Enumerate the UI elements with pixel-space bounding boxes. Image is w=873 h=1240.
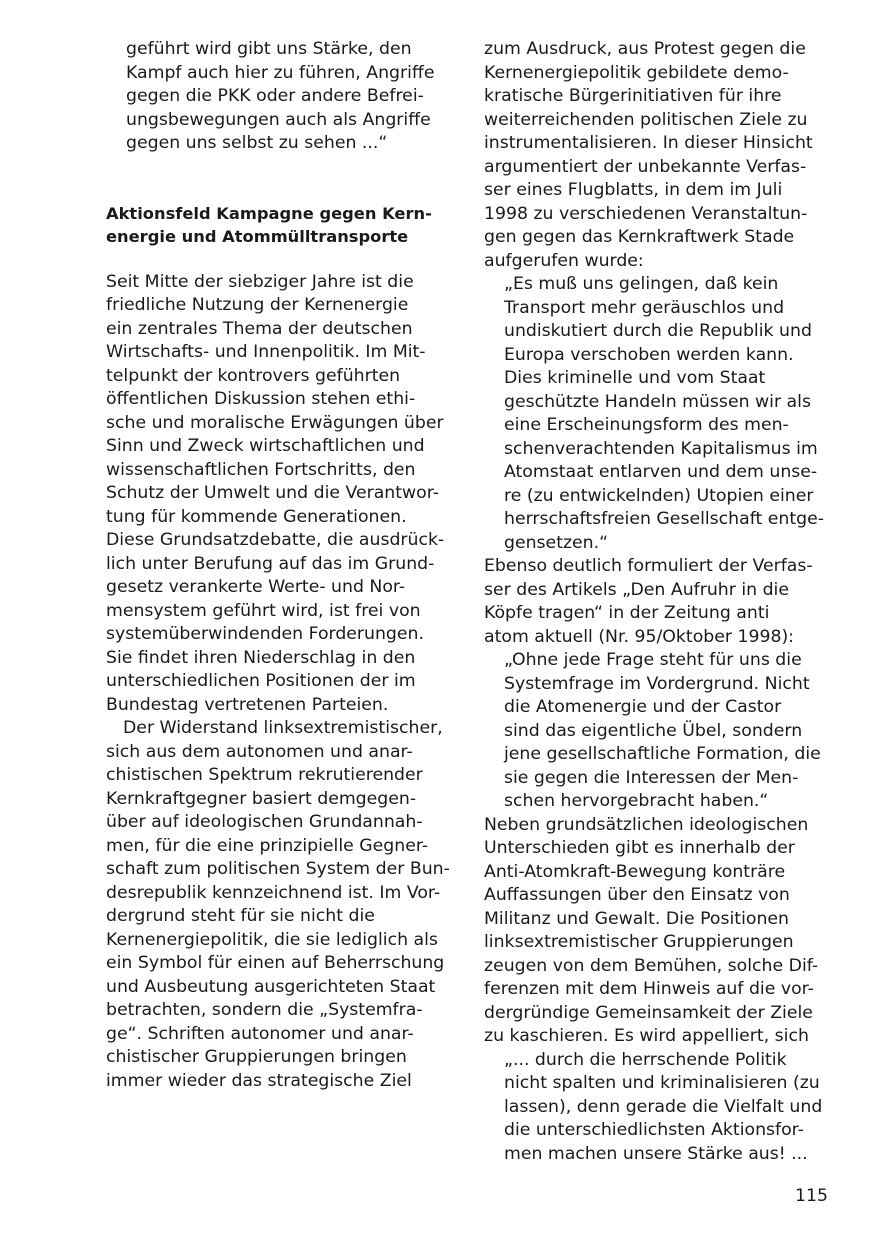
page-number: 115 <box>795 1186 828 1206</box>
paragraph-line: ein zentrales Thema der deutschen <box>106 318 413 339</box>
quote-line: sind das eigentliche Übel, sondern <box>504 720 803 741</box>
paragraph-line: Auffassungen über den Einsatz von <box>484 885 790 905</box>
quote-line: geschützte Handeln müssen wir als <box>504 391 811 412</box>
quote-flyer <box>484 273 834 555</box>
quote-line: lassen), denn gerade die Vielfalt und <box>504 1096 823 1117</box>
paragraph-line: telpunkt der kontrovers geführten <box>106 365 401 386</box>
paragraph-line: lich unter Berufung auf das im Grund- <box>106 553 435 574</box>
paragraph-line: ser eines Flugblatts, in dem im Juli <box>484 180 783 200</box>
paragraph-intro <box>106 271 458 718</box>
paragraph-line: linksextremistischer Gruppierungen <box>484 932 794 952</box>
paragraph-article <box>484 555 834 649</box>
quote-continuation <box>106 38 458 156</box>
paragraph-line: Der Widerstand linksextremistischer, <box>123 718 443 738</box>
paragraph-line: dergrund steht für sie nicht die <box>106 906 375 926</box>
paragraph-line: ge“. Schriften autonomer und anar- <box>106 1023 414 1044</box>
heading-line: energie und Atommülltransporte <box>106 227 409 246</box>
paragraph-line: Unterschieden gibt es innerhalb der <box>484 838 795 858</box>
quote-line: Systemfrage im Vordergrund. Nicht <box>504 673 810 694</box>
paragraph-line: atom aktuell (Nr. 95/Oktober 1998): <box>484 626 795 647</box>
paragraph-line: zum Ausdruck, aus Protest gegen die <box>484 39 806 59</box>
quote-line: undiskutiert durch die Republik und <box>504 321 812 341</box>
paragraph-line: kratische Bürgerinitiativen für ihre <box>484 86 782 106</box>
paragraph-line: schaft zum politischen System der Bun- <box>106 859 450 879</box>
paragraph-line: desrepublik kennzeichnend ist. Im Vor- <box>106 882 441 903</box>
paragraph-line: Bundestag vertretenen Parteien. <box>106 694 389 715</box>
paragraph-line: Sie findet ihren Niederschlag in den <box>106 647 416 668</box>
quote-line: jene gesellschaftliche Formation, die <box>504 744 821 764</box>
quote-line: Dies kriminelle und vom Staat <box>504 368 766 388</box>
paragraph-line: wissenschaftlichen Fortschritts, den <box>106 459 416 480</box>
quote-line: „Es muß uns gelingen, daß kein <box>504 274 779 294</box>
paragraph-line: mensystem geführt wird, ist frei von <box>106 600 421 621</box>
paragraph-line: tung für kommende Generationen. <box>106 506 407 527</box>
quote-line: ungsbewegungen auch als Angriffe <box>126 109 431 130</box>
paragraph-line: chistischen Spektrum rekrutierender <box>106 765 423 785</box>
paragraph-line: argumentiert der unbekannte Verfas- <box>484 156 807 177</box>
paragraph-line: men, für die eine prinzipielle Gegner- <box>106 835 429 856</box>
quote-line: die Atomenergie und der Castor <box>504 697 782 717</box>
paragraph-line: Ebenso deutlich formuliert der Verfas- <box>484 556 813 576</box>
paragraph-line: Diese Grundsatzdebatte, die ausdrück- <box>106 530 445 550</box>
paragraph-line: Kernkraftgegner basiert demgegen- <box>106 788 417 809</box>
paragraph-differences <box>484 814 834 1049</box>
paragraph-line: aufgerufen wurde: <box>484 250 644 271</box>
paragraph-line: und Ausbeutung ausgerichteten Staat <box>106 976 436 997</box>
paragraph-line: zu kaschieren. Es wird appelliert, sich <box>484 1026 809 1046</box>
paragraph-line: unterschiedlichen Positionen der im <box>106 671 416 691</box>
quote-line: Atomstaat entlarven und dem unse- <box>504 462 818 482</box>
paragraph-line: ein Symbol für einen auf Beherrschung <box>106 953 445 973</box>
quote-line: gegen die PKK oder andere Befrei- <box>126 86 424 106</box>
quote-line: schenverachtenden Kapitalismus im <box>504 438 818 459</box>
spacer <box>106 156 458 202</box>
quote-line: sie gegen die Interessen der Men- <box>504 767 799 788</box>
left-column <box>106 38 458 1093</box>
paragraph-line: sche und moralische Erwägungen über <box>106 412 444 433</box>
quote-line: geführt wird gibt uns Stärke, den <box>126 39 412 59</box>
quote-line: eine Erscheinungsform des men- <box>504 415 789 435</box>
quote-line: „... durch die herrschende Politik <box>504 1049 787 1070</box>
quote-line: nicht spalten und kriminalisieren (zu <box>504 1073 820 1093</box>
heading-line: Aktionsfeld Kampagne gegen Kern- <box>106 203 432 223</box>
right-column <box>484 38 834 1166</box>
paragraph-line: Seit Mitte der siebziger Jahre ist die <box>106 271 414 292</box>
paragraph-line: friedliche Nutzung der Kernenergie <box>106 295 409 315</box>
paragraph-line: ser des Artikels „Den Aufruhr in die <box>484 579 789 600</box>
quote-line: gegen uns selbst zu sehen ...“ <box>126 133 388 153</box>
paragraph-resistance <box>106 717 458 1093</box>
quote-line: die unterschiedlichsten Aktionsfor- <box>504 1120 804 1140</box>
section-heading <box>106 202 458 249</box>
paragraph-line: sich aus dem autonomen und anar- <box>106 741 413 762</box>
paragraph-line: Anti-Atomkraft-Bewegung konträre <box>484 861 786 882</box>
paragraph-line: Wirtschafts- und Innenpolitik. Im Mit- <box>106 342 426 362</box>
paragraph-line: 1998 zu verschiedenen Veranstaltun- <box>484 203 808 224</box>
paragraph-line: chistischer Gruppierungen bringen <box>106 1047 407 1067</box>
paragraph-line: gesetz verankerte Werte- und Nor- <box>106 577 406 597</box>
paragraph-continuation <box>484 38 834 273</box>
paragraph-line: weiterreichenden politischen Ziele zu <box>484 109 808 130</box>
quote-appeal <box>484 1049 834 1167</box>
paragraph-line: immer wieder das strategische Ziel <box>106 1070 412 1091</box>
paragraph-line: zeugen von dem Bemühen, solche Dif- <box>484 955 819 976</box>
paragraph-line: instrumentalisieren. In dieser Hinsicht <box>484 133 813 153</box>
paragraph-line: Schutz der Umwelt und die Verantwor- <box>106 483 439 503</box>
quote-line: re (zu entwickelnden) Utopien einer <box>504 485 814 506</box>
quote-line: gensetzen.“ <box>504 532 609 553</box>
quote-line: herrschaftsfreien Gesellschaft entge- <box>504 509 824 529</box>
paragraph-line: über auf ideologischen Grundannah- <box>106 812 423 832</box>
quote-line: men machen unsere Stärke aus! ... <box>504 1143 808 1164</box>
paragraph-line: Kernenergiepolitik, die sie lediglich als <box>106 929 438 950</box>
paragraph-line: öffentlichen Diskussion stehen ethi- <box>106 389 416 409</box>
paragraph-line: Köpfe tragen“ in der Zeitung anti <box>484 603 770 623</box>
paragraph-line: Sinn und Zweck wirtschaftlichen und <box>106 436 425 456</box>
paragraph-line: gen gegen das Kernkraftwerk Stade <box>484 227 795 247</box>
paragraph-line: Militanz und Gewalt. Die Positionen <box>484 908 789 929</box>
paragraph-line: betrachten, sondern die „Systemfra- <box>106 1000 423 1020</box>
paragraph-line: Neben grundsätzlichen ideologischen <box>484 814 809 835</box>
paragraph-line: dergründige Gemeinsamkeit der Ziele <box>484 1002 813 1023</box>
paragraph-line: ferenzen mit dem Hinweis auf die vor- <box>484 979 814 999</box>
quote-line: Europa verschoben werden kann. <box>504 344 794 365</box>
quote-line: Kampf auch hier zu führen, Angriffe <box>126 62 435 83</box>
spacer <box>106 249 458 271</box>
quote-article <box>484 649 834 814</box>
paragraph-line: Kernenergiepolitik gebildete demo- <box>484 62 789 83</box>
quote-line: „Ohne jede Frage steht für uns die <box>504 650 802 670</box>
quote-line: Transport mehr geräuschlos und <box>504 297 785 318</box>
paragraph-line: systemüberwindenden Forderungen. <box>106 624 424 644</box>
quote-line: schen hervorgebracht haben.“ <box>504 791 769 811</box>
